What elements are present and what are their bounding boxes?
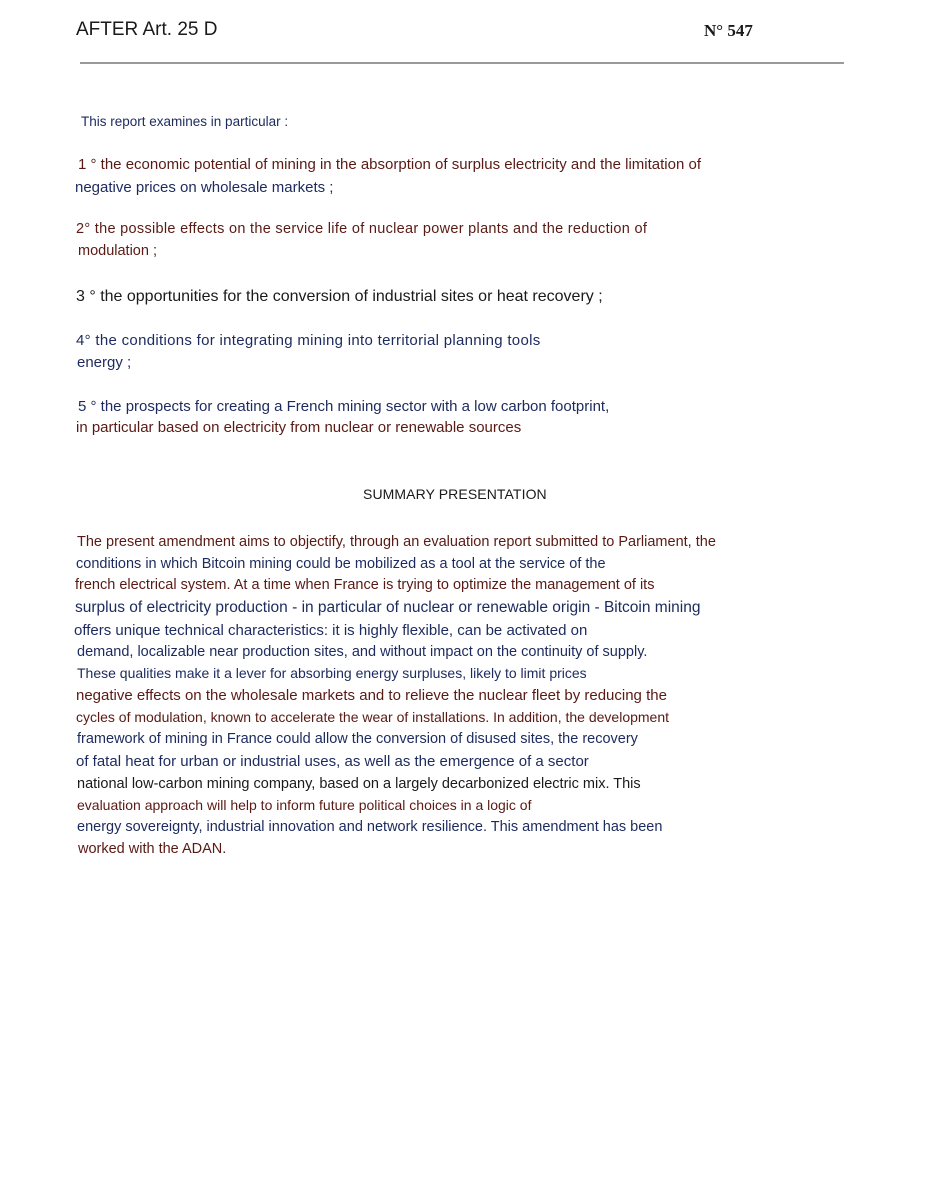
summary-line: surplus of electricity production - in particular of nuclear or renewable origin - Bitcoin mining — [75, 599, 701, 616]
summary-line: worked with the ADAN. — [78, 841, 227, 857]
item-5-line-1: 5 ° the prospects for creating a French mining sector with a low carbon footprint, — [78, 398, 610, 415]
summary-line: national low-carbon mining company, based on a largely decarbonized electric mix. This — [77, 776, 641, 792]
item-4-line-1: 4° the conditions for integrating mining into territorial planning tools — [76, 332, 541, 349]
summary-line: conditions in which Bitcoin mining could be mobilized as a tool at the service of the — [76, 556, 606, 572]
summary-line: cycles of modulation, known to accelerate the wear of installations. In addition, the development — [76, 709, 670, 725]
item-2-line-1: 2° the possible effects on the service life of nuclear power plants and the reduction of — [76, 221, 648, 237]
summary-title: SUMMARY PRESENTATION — [363, 486, 547, 502]
item-3-line-1: 3 ° the opportunities for the conversion of industrial sites or heat recovery ; — [76, 288, 603, 305]
summary-line: These qualities make it a lever for absorbing energy surpluses, likely to limit prices — [77, 665, 587, 681]
summary-line: framework of mining in France could allow the conversion of disused sites, the recovery — [77, 731, 638, 747]
summary-line: negative effects on the wholesale markets and to relieve the nuclear fleet by reducing the — [76, 687, 667, 704]
item-1-line-1: 1 ° the economic potential of mining in the absorption of surplus electricity and the limitation of — [78, 156, 702, 173]
item-4-line-2: energy ; — [77, 354, 132, 371]
summary-line: demand, localizable near production sites, and without impact on the continuity of supply. — [77, 644, 648, 660]
item-5-line-2: in particular based on electricity from nuclear or renewable sources — [76, 419, 522, 436]
summary-line: The present amendment aims to objectify, through an evaluation report submitted to Parliament, the — [77, 534, 716, 550]
summary-line: offers unique technical characteristics: it is highly flexible, can be activated on — [74, 622, 588, 639]
amendment-number: N° 547 — [704, 21, 753, 40]
item-1-line-2: negative prices on wholesale markets ; — [75, 179, 334, 196]
summary-line: french electrical system. At a time when France is trying to optimize the management of its — [75, 577, 655, 593]
summary-line: of fatal heat for urban or industrial uses, as well as the emergence of a sector — [76, 753, 589, 770]
item-2-line-2: modulation ; — [78, 243, 157, 259]
summary-line: evaluation approach will help to inform future political choices in a logic of — [77, 797, 532, 813]
summary-line: energy sovereignty, industrial innovation and network resilience. This amendment has been — [77, 819, 663, 835]
article-reference: AFTER Art. 25 D — [76, 19, 218, 40]
intro-text: This report examines in particular : — [81, 114, 289, 129]
header-divider — [80, 62, 844, 64]
